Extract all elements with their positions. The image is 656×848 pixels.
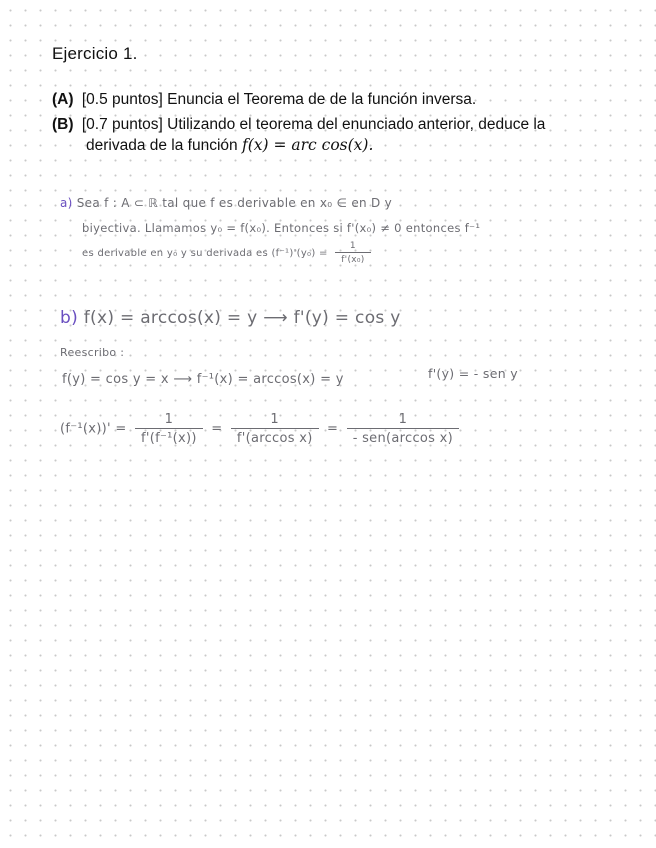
- answer-a-line3-text: es derivable en y₀ y su derivada es (f⁻¹)'(y₀) =: [82, 248, 328, 259]
- part-a-statement: [52, 90, 572, 110]
- answer-b-line1: [60, 308, 401, 328]
- answer-a-fraction-den: f'(x₀): [335, 252, 370, 265]
- exercise-title: Ejercicio 1.: [52, 44, 138, 63]
- answer-a-line2: biyectiva. Llamamos y₀ = f(x₀). Entonces si f'(x₀) ≠ 0 entonces f⁻¹: [82, 221, 481, 235]
- answer-b-fraction-1: [135, 412, 203, 446]
- part-b-text-line2: derivada de la función: [86, 137, 238, 154]
- part-a-label: (A): [52, 91, 74, 108]
- part-b-label: (B): [52, 116, 74, 133]
- answer-b-fraction-3-den: - sen(arccos x): [347, 428, 459, 446]
- answer-b-line3-lhs: (f⁻¹(x))' =: [60, 421, 127, 437]
- part-b-statement: [52, 115, 572, 156]
- answer-b-equals-1: =: [211, 421, 223, 437]
- answer-b-fraction-2: [231, 412, 319, 446]
- answer-b-fraction-3: [347, 412, 459, 446]
- answer-b-line2: f(y) = cos y = x ⟶ f⁻¹(x) = arccos(x) = y: [62, 372, 344, 387]
- answer-b-side-note: f'(y) = - sen y: [428, 366, 518, 381]
- answer-b-rewrite-label: Reescribo :: [60, 346, 125, 359]
- part-b-formula: f(x) = arc cos(x).: [241, 136, 374, 154]
- answer-b-fraction-1-den: f'(f⁻¹(x)): [135, 428, 203, 446]
- answer-b-fraction-2-num: 1: [270, 412, 279, 427]
- answer-b-fraction-3-num: 1: [398, 412, 408, 427]
- answer-b-fraction-1-num: 1: [164, 412, 174, 427]
- answer-a-line1-text: Sea f : A ⊂ ℝ tal que f es derivable en x₀ ∈ en D y: [76, 196, 393, 210]
- answer-b-equals-2: =: [327, 421, 339, 437]
- answer-a-line1: [60, 196, 392, 210]
- answer-b-fraction-2-den: f'(arccos x): [231, 428, 319, 446]
- part-a-text: [0.5 puntos] Enuncia el Teorema de de la función inversa.: [81, 91, 477, 108]
- answer-b-line3: [60, 412, 463, 446]
- part-b-text-line1: [0.7 puntos] Utilizando el teorema del enunciado anterior, deduce la: [81, 116, 546, 133]
- answer-a-line3: [82, 241, 375, 265]
- answer-a-label: a): [60, 196, 73, 210]
- answer-b-label: b): [60, 308, 79, 328]
- answer-b-line1-text: f(x) = arccos(x) = y ⟶ f'(y) = cos y: [83, 308, 401, 328]
- answer-a-fraction-num: 1: [349, 241, 356, 251]
- answer-a-fraction: [335, 241, 370, 265]
